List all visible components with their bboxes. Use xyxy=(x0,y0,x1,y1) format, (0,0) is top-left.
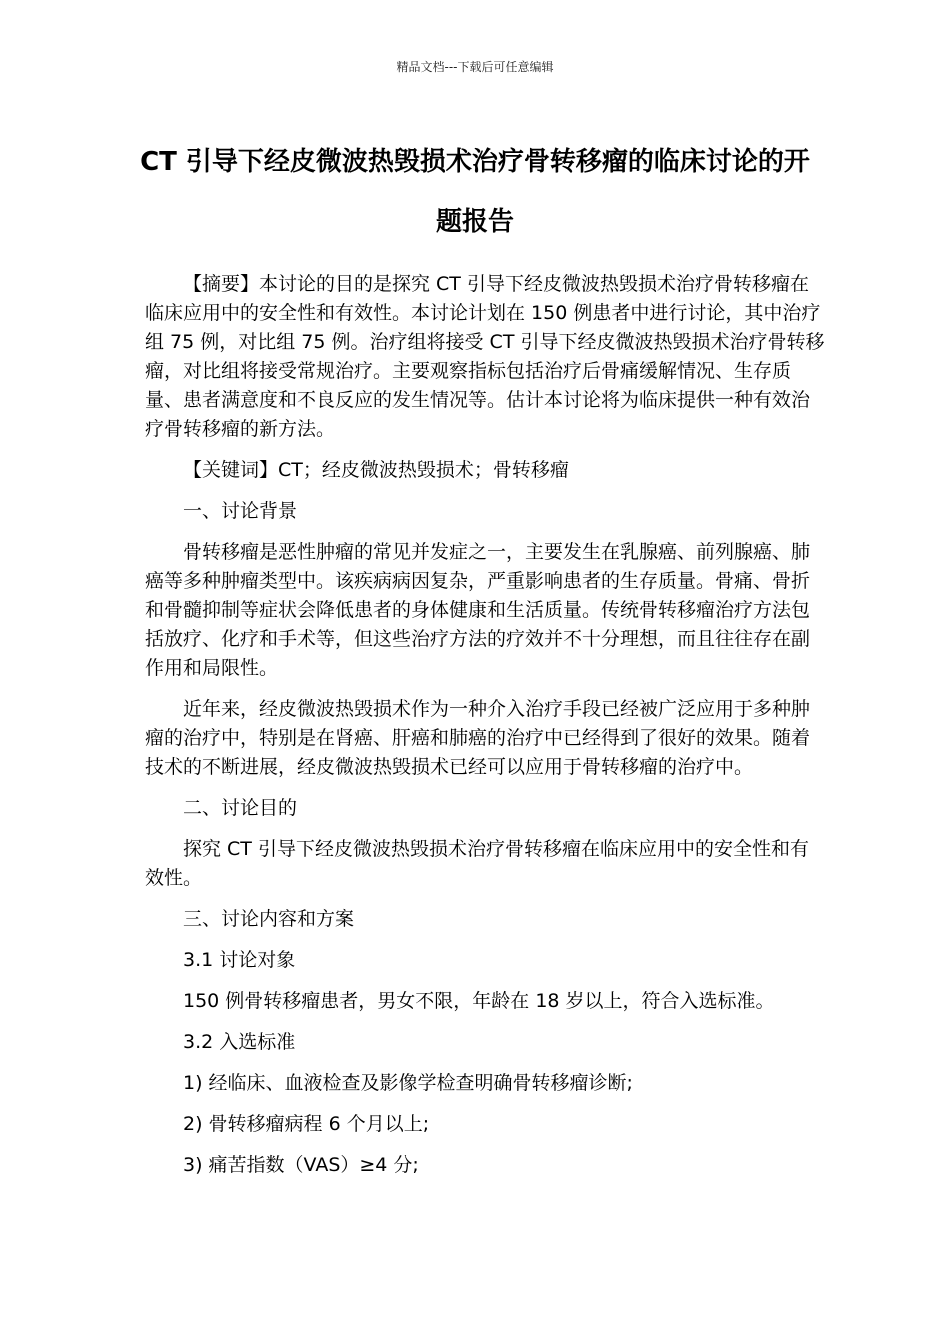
criteria-item: 3) 痛苦指数（VAS）≥4 分; xyxy=(183,1154,419,1176)
criteria-item: 2) 骨转移瘤病程 6 个月以上; xyxy=(183,1113,430,1135)
subsection-heading-criteria: 3.2 入选标准 xyxy=(183,1031,296,1053)
subsection-heading-subjects: 3.1 讨论对象 xyxy=(183,949,296,971)
keywords-line: 【关键词】CT；经皮微波热毁损术；骨转移瘤 xyxy=(183,459,569,481)
document-body xyxy=(145,270,825,1192)
section-heading-purpose: 二、讨论目的 xyxy=(183,797,298,819)
abstract-paragraph: 【摘要】本讨论的目的是探究 CT 引导下经皮微波热毁损术治疗骨转移瘤在临床应用中的安全性和有效性。本讨论计划在 150 例患者中进行讨论，其中治疗组 75 例，对比组 75 例。治疗组将接受 CT 引导下经皮微波热毁损术治疗骨转移瘤，对比组将接受常规治疗。主要观察指标包括治疗后骨痛缓解情况、生存质量、患者满意度和不良反应的发生情况等。估计本讨论将为临床提供一种有效治疗骨转移瘤的新方法。 xyxy=(145,273,825,440)
header-note: 精品文档---下载后可任意编辑 xyxy=(396,60,554,74)
background-paragraph-2: 近年来，经皮微波热毁损术作为一种介入治疗手段已经被广泛应用于多种肿瘤的治疗中，特别是在肾癌、肝癌和肺癌的治疗中已经得到了很好的效果。随着技术的不断进展，经皮微波热毁损术已经可以应用于骨转移瘤的治疗中。 xyxy=(145,698,811,778)
section-heading-content: 三、讨论内容和方案 xyxy=(183,908,355,930)
background-paragraph-1: 骨转移瘤是恶性肿瘤的常见并发症之一，主要发生在乳腺癌、前列腺癌、肺癌等多种肿瘤类型中。该疾病病因复杂，严重影响患者的生存质量。骨痛、骨折和骨髓抑制等症状会降低患者的身体健康和生活质量。传统骨转移瘤治疗方法包括放疗、化疗和手术等，但这些治疗方法的疗效并不十分理想，而且往往存在副作用和局限性。 xyxy=(145,541,811,679)
section-heading-background: 一、讨论背景 xyxy=(183,500,298,522)
purpose-paragraph: 探究 CT 引导下经皮微波热毁损术治疗骨转移瘤在临床应用中的安全性和有效性。 xyxy=(145,838,809,889)
document-title: CT 引导下经皮微波热毁损术治疗骨转移瘤的临床讨论的开题报告 xyxy=(140,147,810,237)
criteria-item: 1) 经临床、血液检查及影像学检查明确骨转移瘤诊断; xyxy=(183,1072,633,1094)
subjects-paragraph: 150 例骨转移瘤患者，男女不限，年龄在 18 岁以上，符合入选标准。 xyxy=(183,990,775,1012)
